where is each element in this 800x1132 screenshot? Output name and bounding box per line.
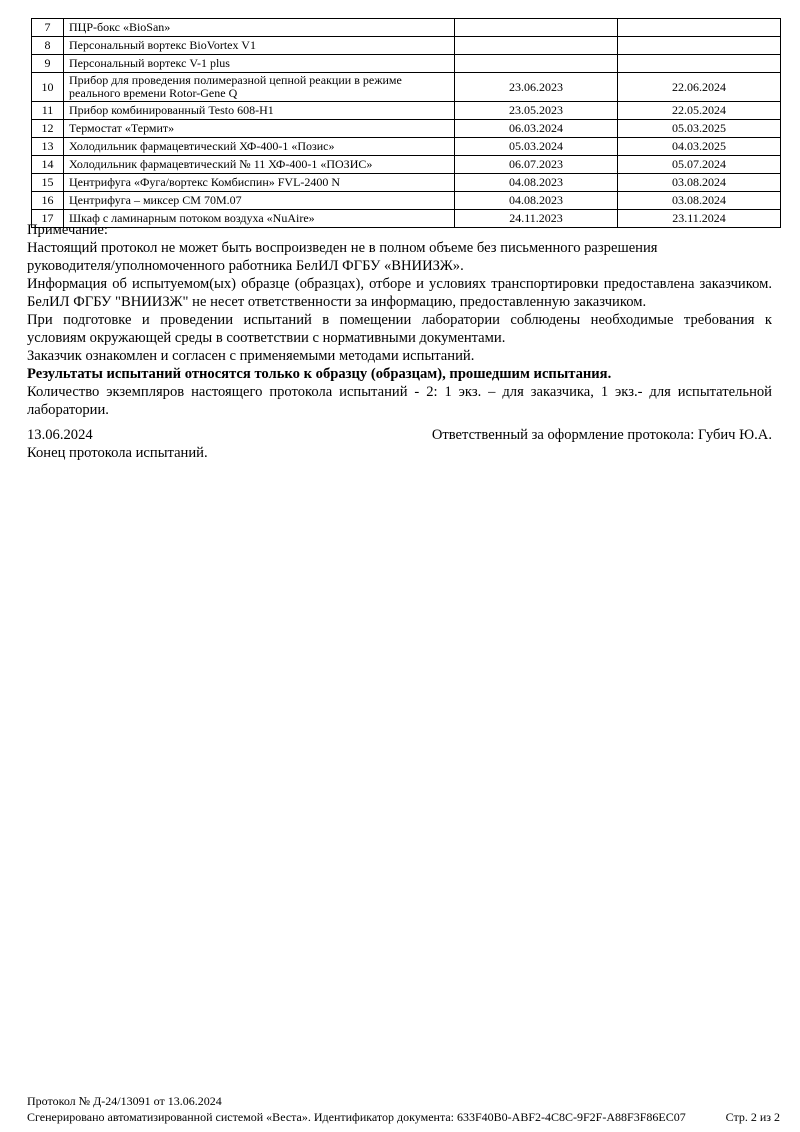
page-footer — [27, 1094, 780, 1125]
equipment-name: Холодильник фармацевтический ХФ-400-1 «Позис» — [64, 138, 455, 156]
footer-generated-row — [27, 1110, 780, 1126]
note-line: Настоящий протокол не может быть воспроизведен не в полном объеме без письменного разрешения — [27, 240, 658, 256]
equipment-name: Шкаф с ламинарным потоком воздуха «NuAire» — [64, 210, 455, 228]
verification-date: 05.03.2024 — [455, 138, 618, 156]
footer-generated-info: Сгенерировано автоматизированной системой «Веста». Идентификатор документа: 633F40B0-ABF2-4C8C-9F2F-A88F3F86EC07 — [27, 1109, 686, 1124]
equipment-row — [32, 55, 781, 73]
signoff-row — [27, 426, 772, 444]
note-line: условиям окружающей среды в соответствии с нормативными документами. — [27, 330, 506, 346]
notes-section — [27, 221, 772, 462]
verification-date: 06.07.2023 — [455, 156, 618, 174]
equipment-row — [32, 37, 781, 55]
valid-until-date: 22.05.2024 — [618, 102, 781, 120]
equipment-row — [32, 73, 781, 102]
equipment-name: Персональный вортекс BioVortex V1 — [64, 37, 455, 55]
footer-page-number: Стр. 2 из 2 — [725, 1109, 780, 1124]
responsible-signoff: Ответственный за оформление протокола: Губич Ю.А. — [431, 427, 772, 443]
row-number: 12 — [32, 120, 64, 138]
equipment-row — [32, 174, 781, 192]
note-line: Количество экземпляров настоящего протокола испытаний - 2: 1 экз. – для заказчика, 1 экз.- для испытательной — [27, 384, 772, 400]
note-line: При подготовке и проведении испытаний в помещении лаборатории соблюдены необходимые требования к — [27, 312, 772, 328]
verification-date — [455, 37, 618, 55]
equipment-row — [32, 138, 781, 156]
equipment-row — [32, 156, 781, 174]
note-line: БелИЛ ФГБУ "ВНИИЗЖ" не несет ответственности за информацию, предоставленную заказчиком. — [27, 294, 647, 310]
valid-until-date: 05.03.2025 — [618, 120, 781, 138]
verification-date — [455, 19, 618, 37]
protocol-date: 13.06.2024 — [27, 427, 93, 443]
valid-until-date: 03.08.2024 — [618, 192, 781, 210]
end-of-protocol-text: Конец протокола испытаний. — [27, 445, 208, 461]
equipment-name: Персональный вортекс V-1 plus — [64, 55, 455, 73]
row-number: 14 — [32, 156, 64, 174]
row-number: 9 — [32, 55, 64, 73]
row-number: 16 — [32, 192, 64, 210]
valid-until-date: 03.08.2024 — [618, 174, 781, 192]
row-number: 11 — [32, 102, 64, 120]
equipment-name: Центрифуга – миксер СМ 70М.07 — [64, 192, 455, 210]
equipment-row — [32, 102, 781, 120]
valid-until-date: 22.06.2024 — [618, 73, 781, 102]
note-line: лаборатории. — [27, 402, 109, 418]
verification-date: 04.08.2023 — [455, 192, 618, 210]
valid-until-date — [618, 19, 781, 37]
equipment-name: Холодильник фармацевтический № 11 ХФ-400-1 «ПОЗИС» — [64, 156, 455, 174]
equipment-row — [32, 120, 781, 138]
footer-protocol-number: Протокол № Д-24/13091 от 13.06.2024 — [27, 1094, 222, 1108]
row-number: 7 — [32, 19, 64, 37]
verification-date: 23.06.2023 — [455, 73, 618, 102]
verification-date — [455, 55, 618, 73]
note-line: Информация об испытуемом(ых) образце (образцах), отборе и условиях транспортировки предоставлена заказчиком. — [27, 276, 772, 292]
row-number: 17 — [32, 210, 64, 228]
valid-until-date: 05.07.2024 — [618, 156, 781, 174]
equipment-name: Центрифуга «Фуга/вортекс Комбиспин» FVL-2400 N — [64, 174, 455, 192]
equipment-row — [32, 19, 781, 37]
valid-until-date: 23.11.2024 — [618, 210, 781, 228]
verification-date: 04.08.2023 — [455, 174, 618, 192]
equipment-row — [32, 192, 781, 210]
equipment-verification-table — [31, 18, 781, 228]
verification-date: 06.03.2024 — [455, 120, 618, 138]
results-statement: Результаты испытаний относятся только к образцу (образцам), прошедшим испытания. — [27, 366, 612, 382]
equipment-name: Прибор для проведения полимеразной цепной реакции в режиме реального времени Rotor-Gene Q — [64, 73, 455, 102]
row-number: 8 — [32, 37, 64, 55]
verification-date: 24.11.2023 — [455, 210, 618, 228]
equipment-name: Прибор комбинированный Testo 608-H1 — [64, 102, 455, 120]
row-number: 13 — [32, 138, 64, 156]
valid-until-date — [618, 55, 781, 73]
note-line: Заказчик ознакомлен и согласен с применяемыми методами испытаний. — [27, 348, 475, 364]
valid-until-date — [618, 37, 781, 55]
note-heading: Примечание: — [27, 222, 108, 238]
row-number: 10 — [32, 73, 64, 102]
row-number: 15 — [32, 174, 64, 192]
valid-until-date: 04.03.2025 — [618, 138, 781, 156]
note-line: руководителя/уполномоченного работника БелИЛ ФГБУ «ВНИИЗЖ». — [27, 258, 464, 274]
verification-date: 23.05.2023 — [455, 102, 618, 120]
equipment-name: Термостат «Термит» — [64, 120, 455, 138]
equipment-name: ПЦР-бокс «BioSan» — [64, 19, 455, 37]
